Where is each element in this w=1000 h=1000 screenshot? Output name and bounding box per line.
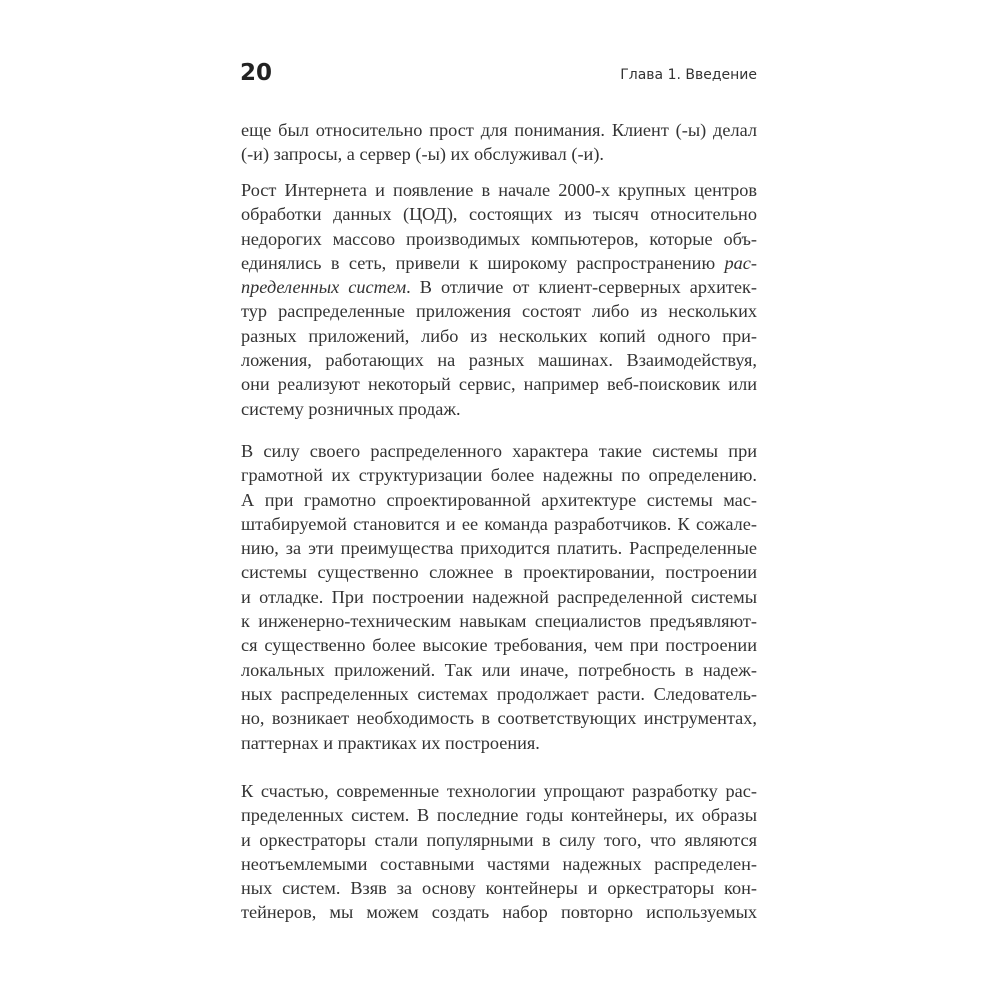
paragraph: [241, 118, 757, 167]
text-line: [241, 682, 757, 706]
running-header: Глава 1. Введение: [620, 67, 757, 83]
text-segment: А при грамотно спроектированной архитектуре системы мас-: [241, 489, 757, 510]
text-line: [241, 560, 757, 584]
text-line: [241, 275, 757, 299]
text-line: [241, 585, 757, 609]
text-line: [241, 536, 757, 560]
text-line: [241, 372, 757, 396]
text-segment: недорогих массово производимых компьютеров, которые объ-: [241, 228, 757, 249]
text-segment: ных систем. Взяв за основу контейнеры и оркестраторы кон-: [241, 878, 757, 899]
text-line: [241, 876, 757, 900]
text-segment: пределенных систем. В последние годы контейнеры, их образы: [241, 805, 757, 826]
text-line: [241, 463, 757, 487]
page-number: 20: [240, 60, 273, 86]
text-segment: паттернах и практиках их построения.: [241, 732, 540, 753]
text-segment: К счастью, современные технологии упрощают разработку рас-: [241, 781, 757, 801]
text-segment: к инженерно-техническим навыкам специалистов предъявляют-: [241, 611, 757, 632]
text-line: [241, 828, 757, 852]
text-line: [241, 488, 757, 512]
text-segment: еще был относительно прост для понимания. Клиент (-ы) делал: [241, 120, 757, 140]
paragraph: [241, 178, 757, 421]
paragraph: [241, 779, 757, 925]
text-line: [241, 299, 757, 323]
text-line: [241, 779, 757, 803]
text-segment: ся существенно более высокие требования, чем при построении: [241, 635, 757, 656]
text-segment: штабируемой становится и ее команда разработчиков. К сожале-: [241, 513, 757, 534]
text-line: [241, 900, 757, 924]
text-line: [241, 178, 757, 202]
text-segment: разных приложений, либо из нескольких копий одного при-: [241, 325, 757, 346]
text-segment: неотъемлемыми составными частями надежных распределен-: [241, 853, 757, 874]
text-segment: Рост Интернета и появление в начале 2000-х крупных центров: [241, 180, 757, 200]
text-line: [241, 609, 757, 633]
italic-term: рас-: [724, 252, 757, 273]
text-line: [241, 324, 757, 348]
paragraph: [241, 439, 757, 755]
text-line: [241, 251, 757, 275]
text-segment: В силу своего распределенного характера такие системы при: [241, 441, 757, 461]
text-segment: локальных приложений. Так или иначе, потребность в надеж-: [241, 659, 757, 680]
text-line: [241, 852, 757, 876]
text-line: [241, 706, 757, 730]
text-segment: тейнеров, мы можем создать набор повторно используемых: [241, 902, 757, 923]
text-line: [241, 202, 757, 226]
text-segment: и отладке. При построении надежной распределенной системы: [241, 586, 757, 607]
text-segment: они реализуют некоторый сервис, например веб-поисковик или: [241, 374, 757, 395]
text-line: [241, 348, 757, 372]
text-segment: ных распределенных системах продолжает расти. Следователь-: [241, 683, 757, 704]
text-line: [241, 439, 757, 463]
text-line: [241, 118, 757, 142]
text-segment: единялись в сеть, привели к широкому распространению: [241, 252, 725, 273]
text-segment: обработки данных (ЦОД), состоящих из тысяч относительно: [241, 204, 757, 225]
text-segment: ложения, работающих на разных машинах. Взаимодействуя,: [241, 350, 757, 371]
text-line: [241, 142, 757, 166]
text-segment: нию, за эти преимущества приходится платить. Распределенные: [241, 538, 757, 559]
text-segment: системы существенно сложнее в проектировании, построении: [241, 562, 757, 583]
text-line: [241, 397, 757, 421]
text-line: [241, 512, 757, 536]
text-segment: но, возникает необходимость в соответствующих инструментах,: [241, 708, 757, 729]
text-segment: систему розничных продаж.: [241, 398, 461, 419]
text-line: [241, 658, 757, 682]
italic-term: пределенных систем: [241, 277, 407, 298]
text-segment: грамотной их структуризации более надежны по определению.: [241, 465, 757, 486]
text-line: [241, 731, 757, 755]
text-line: [241, 633, 757, 657]
text-segment: и оркестраторы стали популярными в силу того, что являются: [241, 829, 757, 850]
text-segment: (-и) запросы, а сервер (-ы) их обслуживал (-и).: [241, 144, 604, 165]
text-line: [241, 227, 757, 251]
text-segment: тур распределенные приложения состоят либо из нескольких: [241, 301, 757, 322]
text-segment: . В отличие от клиент-серверных архитек-: [406, 277, 757, 298]
text-line: [241, 803, 757, 827]
